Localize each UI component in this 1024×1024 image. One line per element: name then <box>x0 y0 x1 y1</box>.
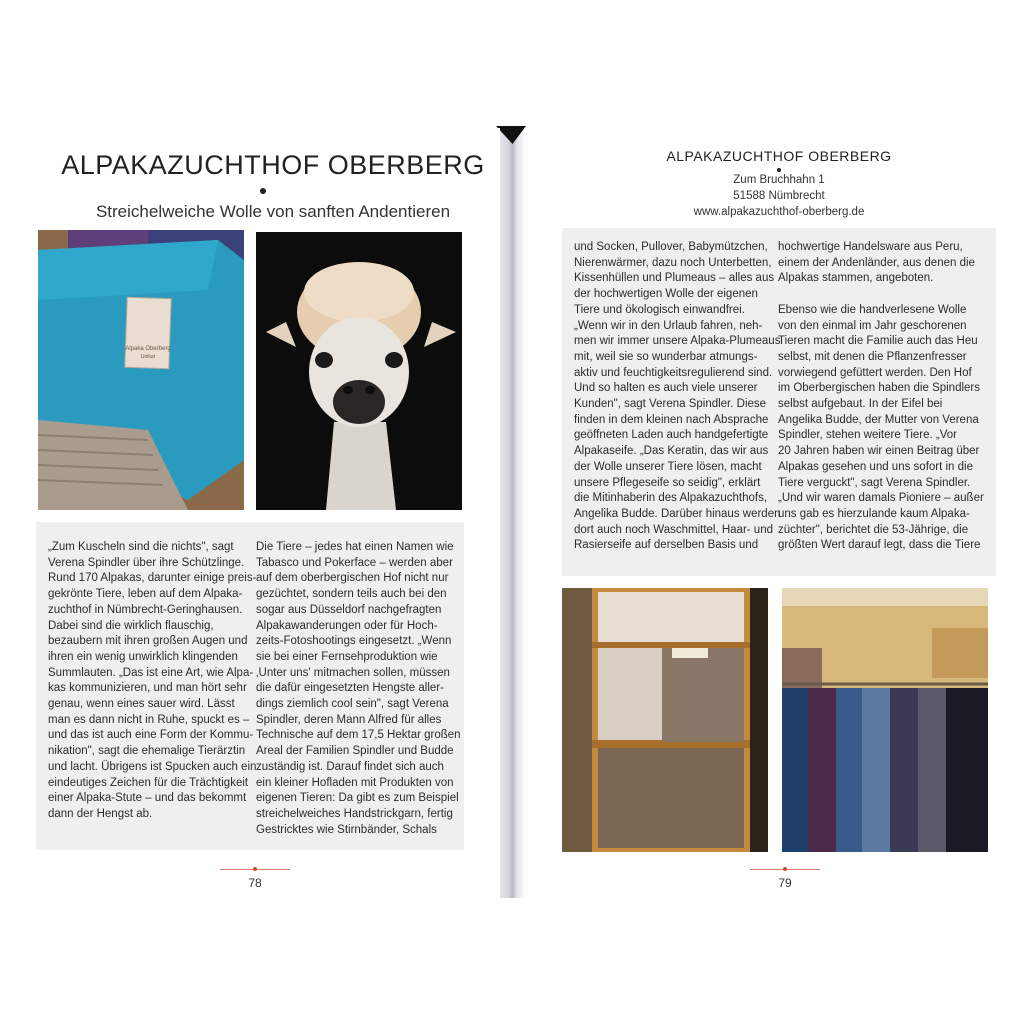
text-line: Spindler, stehen weitere Tiere. „Vor <box>778 429 957 442</box>
text-line: und Socken, Pullover, Babymützchen, <box>574 241 768 253</box>
text-line: „Zum Kuscheln sind die nichts", sagt <box>48 541 234 553</box>
text-column-1 <box>48 540 256 823</box>
book-gutter <box>496 128 526 898</box>
text-line: Gestricktes wie Stirnbänder, Schals <box>256 823 437 836</box>
text-line: im Oberbergischen haben die Spindlers <box>778 382 981 395</box>
clothing-image <box>782 588 988 852</box>
text-line: Areal der Familien Spindler und Budde <box>256 745 454 758</box>
soap-label-1: Alpaka Oberberg <box>125 346 171 352</box>
photo-clothing-rack <box>782 588 988 852</box>
text-line: „Wenn wir in den Urlaub fahren, neh- <box>574 319 763 332</box>
text-line: der Wolle unserer Tiere lösen, macht <box>574 460 762 473</box>
text-line: Technische auf dem 17,5 Hektar großen <box>256 729 461 742</box>
text-line: der hochwertigen Wolle der eigenen <box>574 288 758 301</box>
text-line: man es dann nicht in Ruhe, spuckt es – <box>48 713 250 726</box>
text-line: sie bei einer Fernsehproduktion wie <box>256 650 438 663</box>
text-line: zeits-Fotoshootings eingesetzt. „Wenn <box>256 635 452 648</box>
text-line: Verena Spindler über ihre Schützlinge. <box>48 556 245 569</box>
text-line: selbst, mit denen die Pflanzenfresser <box>778 350 967 363</box>
page-title: ALPAKAZUCHTHOF OBERBERG <box>61 150 485 180</box>
text-line: hochwertige Handelsware aus Peru, <box>778 241 963 253</box>
text-line: vorwiegend gefüttert werden. Den Hof <box>778 366 972 379</box>
page-number: 78 <box>248 876 262 890</box>
text-line: auf dem oberbergischen Hof nicht nur <box>256 572 449 585</box>
text-line: 20 Jahren haben wir einen Beitrag über <box>778 445 980 458</box>
blanket-image <box>38 230 244 510</box>
left-page <box>24 128 500 898</box>
text-line: einem der Andenländer, aus denen die <box>778 256 975 269</box>
text-line: einer Alpaka-Stute – und das bekommt <box>48 792 247 805</box>
text-line: finden in dem kleinen nach Absprache <box>574 413 769 426</box>
text-line: Tieren macht die Familie auch das Heu <box>778 335 978 348</box>
text-line: bezaubern mit ihren großen Augen und <box>48 635 248 648</box>
text-column-2 <box>778 240 984 554</box>
title-bullet <box>777 168 781 172</box>
text-line: dann der Hengst ab. <box>48 807 153 820</box>
text-line: geöffneten Laden auch handgefertigte <box>574 429 769 442</box>
text-line: Summlauten. „Das ist eine Art, wie Alpa- <box>48 666 254 679</box>
text-line: dort auch noch Waschmittel, Haar- und <box>574 523 773 536</box>
text-line: Ebenso wie die handverlesene Wolle <box>778 303 967 316</box>
paragraph-gap <box>778 287 984 303</box>
text-line: von den einmal im Jahr geschorenen <box>778 319 967 332</box>
text-line: Und so halten es auch viele unserer <box>574 382 758 395</box>
text-line: dings ziemlich cool sein", sagt Verena <box>256 698 449 711</box>
text-line: nikation", sagt die ehemalige Tierärztin <box>48 745 246 758</box>
alpaca-image <box>256 232 462 510</box>
text-line: Angelika Budde. Darüber hinaus werden <box>574 507 781 520</box>
text-line: zuchthof in Nümbrecht-Geringhausen. <box>48 603 243 616</box>
photo-alpaca-head <box>256 232 462 510</box>
text-line: „Und wir waren damals Pioniere – außer <box>778 492 984 505</box>
page-title: ALPAKAZUCHTHOF OBERBERG <box>666 148 892 164</box>
yarn-image <box>562 588 768 852</box>
text-line: men wir immer unsere Alpaka-Plumeaus <box>574 335 781 348</box>
text-line: selbst aufgebaut. In der Eifel bei <box>778 398 943 411</box>
text-line: Nierenwärmer, dazu noch Unterbetten, <box>574 256 772 269</box>
text-line: Kissenhüllen und Plumeaus – alles aus <box>574 272 775 285</box>
text-line: sogar aus Düsseldorf nachgefragten <box>256 603 442 616</box>
text-line: und das ist auch eine Form der Kommu- <box>48 729 254 742</box>
text-line: Tiere und ökologisch einwandfrei. <box>574 303 745 316</box>
text-column-1 <box>574 240 781 554</box>
text-line: kas kommunizieren, und man hört sehr <box>48 682 247 695</box>
text-line: Die Tiere – jedes hat einen Namen wie <box>256 541 454 553</box>
text-line: aktiv und feuchtigkeitsregulierend sind. <box>574 366 773 379</box>
soap-label-2: Unikat <box>140 354 156 360</box>
text-line: Dabei sind die wirklich flauschig, <box>48 619 214 632</box>
book-spread <box>14 128 1010 898</box>
title-bullet <box>260 188 266 194</box>
text-line: züchter", berichtet die 53-Jährige, die <box>778 523 969 536</box>
text-line: Alpakas stammen, angeboten. <box>778 272 934 285</box>
address-street: Zum Bruchhahn 1 <box>733 174 825 186</box>
text-line: genau, wenn eines sauer wird. Lässt <box>48 698 235 711</box>
page-number: 79 <box>778 876 792 890</box>
text-line: unsere Pflegeseife so seidig", erklärt <box>574 476 761 489</box>
text-line: die dafür eingesetzten Hengste aller- <box>256 682 444 695</box>
website-link[interactable]: www.alpakazuchthof-oberberg.de <box>693 206 865 218</box>
text-line: ihren ein wenig unwirklich klingenden <box>48 650 238 663</box>
address-city: 51588 Nümbrecht <box>733 190 825 202</box>
text-line: und lacht. Übrigens ist Spucken auch ein <box>48 760 257 773</box>
text-line: Alpakaseife. „Das Keratin, das wir aus <box>574 445 769 458</box>
bookmark-ribbon <box>496 126 526 144</box>
text-line: Spindler, deren Mann Alfred für alles <box>256 713 442 726</box>
text-line: Kunden", sagt Verena Spindler. Diese <box>574 398 767 411</box>
text-line: mit, weil sie so wunderbar atmungs- <box>574 350 758 363</box>
photo-yarn-shelves <box>562 588 768 852</box>
text-line: streichelweiches Handstrickgarn, fertig <box>256 807 453 820</box>
text-line: eigenen Tieren: Da gibt es zum Beispiel <box>256 792 459 805</box>
photo-alpaca-blanket <box>38 230 244 510</box>
text-line: gekrönte Tiere, leben auf dem Alpaka- <box>48 588 243 601</box>
right-page <box>524 128 1010 898</box>
text-line: ein kleiner Hofladen mit Produkten von <box>256 776 454 789</box>
text-line: uns gab es hierzulande kaum Alpaka- <box>778 507 970 520</box>
page-number-dot <box>783 867 787 871</box>
text-line: zuständig ist. Darauf findet sich auch <box>256 760 444 773</box>
page-subtitle: Streichelweiche Wolle von sanften Andentieren <box>95 202 451 221</box>
text-line: Tiere verguckt", sagt Verena Spindler. <box>778 476 971 489</box>
text-line: Alpakas gesehen und uns sofort in die <box>778 460 973 473</box>
text-line: Tabasco und Pokerface – werden aber <box>256 556 453 569</box>
text-column-2 <box>256 540 461 838</box>
page-number-dot <box>253 867 257 871</box>
text-line: Alpakawanderungen oder für Hoch- <box>256 619 438 632</box>
text-line: gezüchtet, sondern teils auch bei den <box>256 588 447 601</box>
text-line: Rasierseife auf derselben Basis und <box>574 539 759 552</box>
text-line: die Mitinhaberin des Alpakazuchthofs, <box>574 492 768 505</box>
text-line: größten Wert darauf legt, dass die Tiere <box>778 539 981 552</box>
text-box-right <box>562 228 996 576</box>
text-line: ‚Unter uns' mitmachen sollen, müssen <box>256 666 450 679</box>
text-line: eindeutiges Zeichen für die Trächtigkeit <box>48 776 249 789</box>
text-box-left <box>36 522 464 850</box>
text-line: Angelika Budde, der Mutter von Verena <box>778 413 979 426</box>
text-line: Rund 170 Alpakas, darunter einige preis- <box>48 572 257 585</box>
